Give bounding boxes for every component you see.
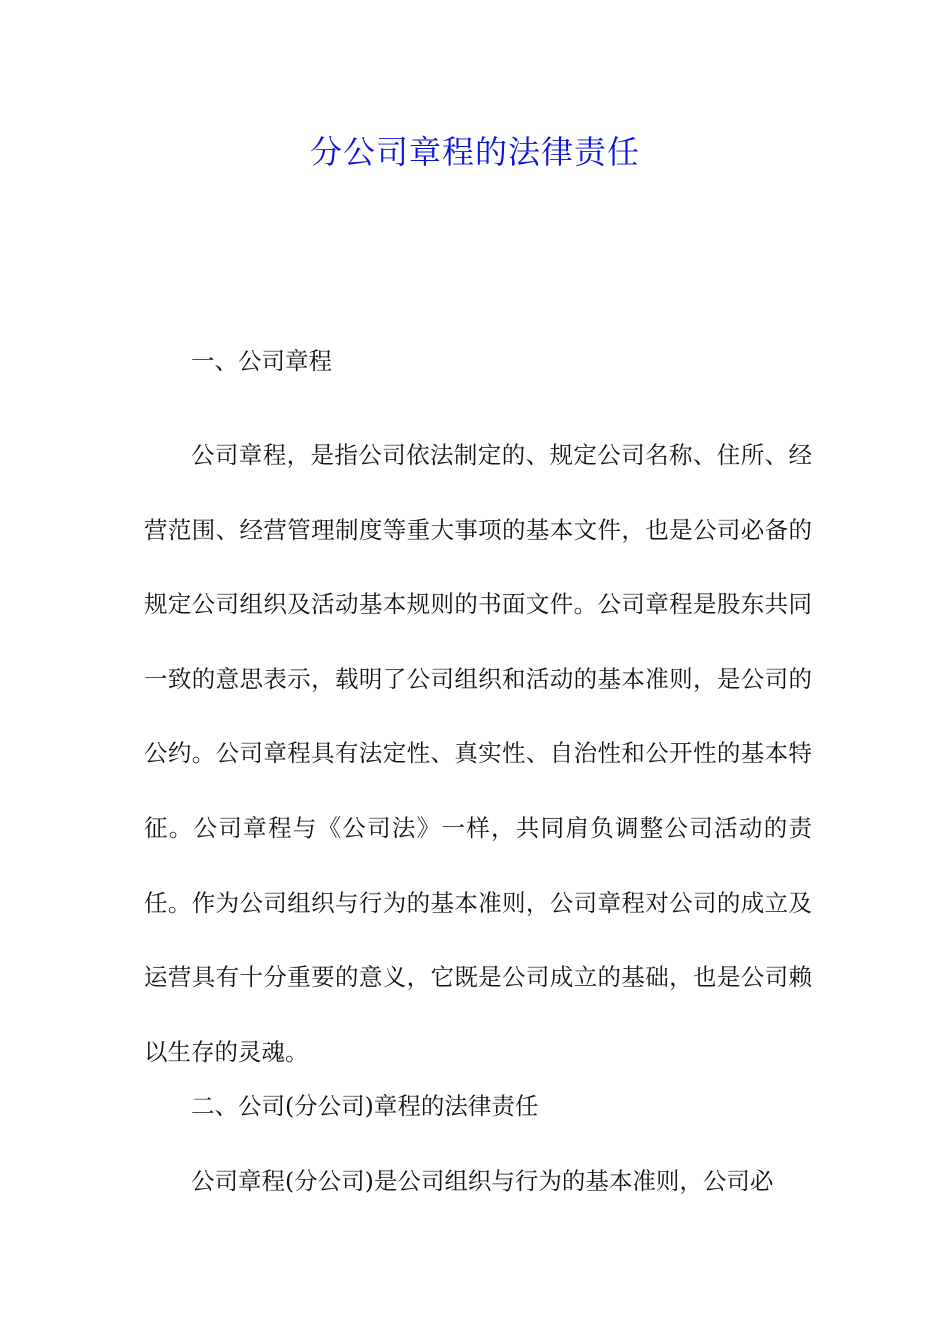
section-heading: 一、公司章程: [191, 347, 332, 375]
section-heading: 二、公司(分公司)章程的法律责任: [191, 1092, 539, 1120]
section-paragraph: 公司章程(分公司)是公司组织与行为的基本准则，公司必: [191, 1167, 774, 1195]
section-paragraph: 公司章程，是指公司依法制定的、规定公司名称、住所、经营范围、经营管理制度等重大事项的基本文件，也是公司必备的规定公司组织及活动基本规则的书面文件。公司章程是股东共同一致的意思表示，载明了公司组织和活动的基本准则，是公司的公约。公司章程具有法定性、真实性、自治性和公开性的基本特征。公司章程与《公司法》一样，共同肩负调整公司活动的责任。作为公司组织与行为的基本准则，公司章程对公司的成立及运营具有十分重要的意义，它既是公司成立的基础，也是公司赖以生存的灵魂。: [144, 441, 812, 1066]
document-title: 分公司章程的法律责任: [309, 133, 640, 171]
